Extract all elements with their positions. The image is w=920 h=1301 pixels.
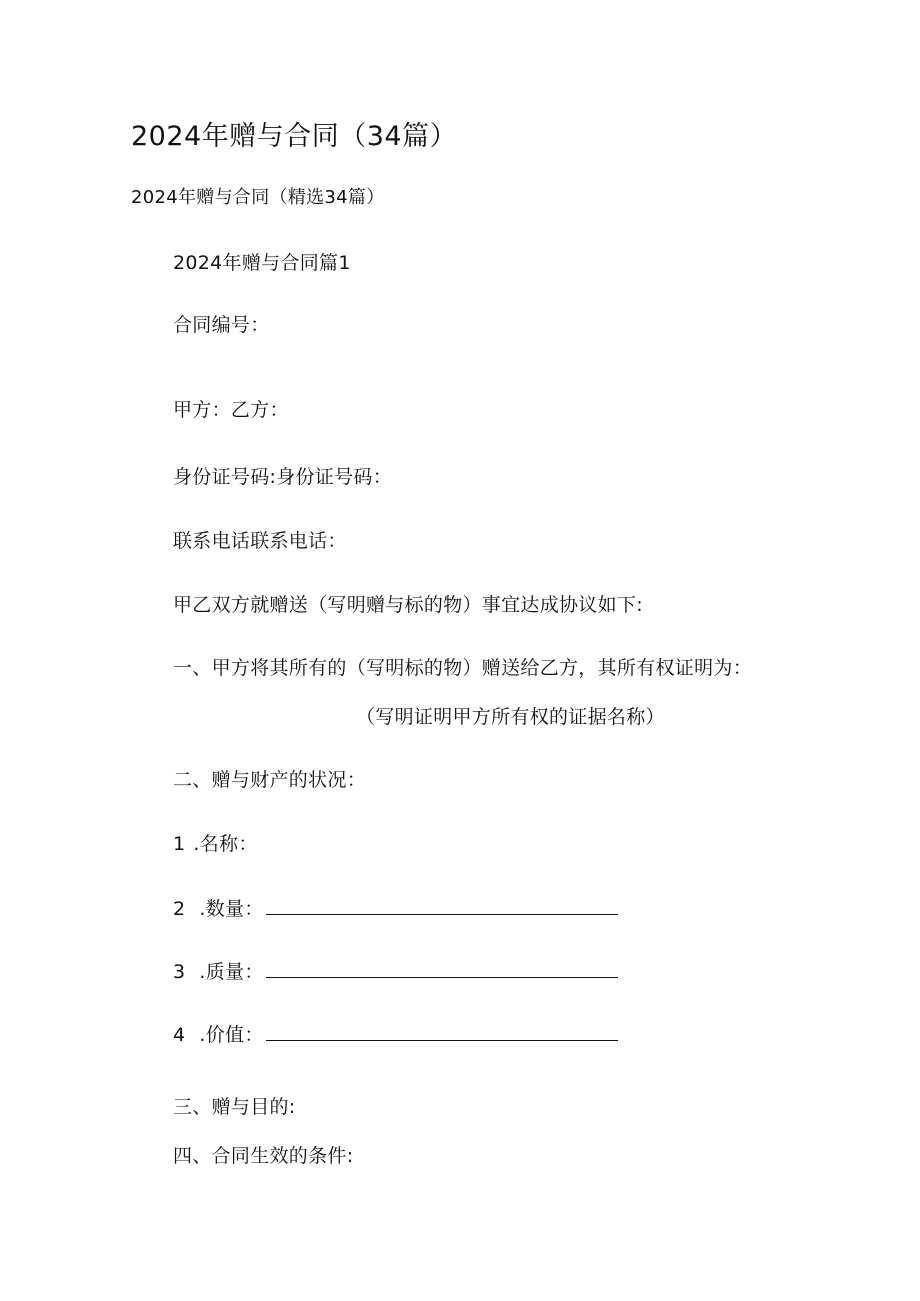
clause-one: 一、甲方将其所有的（写明标的物）赠送给乙方，其所有权证明为： (173, 657, 753, 679)
item-label: .数量： (199, 898, 264, 920)
list-item (173, 1022, 618, 1047)
clause-one-continuation: （写明证明甲方所有权的证据名称） (356, 706, 665, 728)
section-heading: 2024年赠与合同篇1 (173, 252, 351, 274)
party-line: 甲方：乙方： (173, 399, 289, 421)
fill-in-blank (266, 959, 618, 978)
item-label: .名称： (193, 833, 258, 855)
item-label: .价值： (199, 1024, 264, 1046)
list-item (173, 959, 618, 984)
agreement-intro: 甲乙双方就赠送（写明赠与标的物）事宜达成协议如下: (173, 594, 643, 616)
item-label: .质量： (199, 961, 264, 983)
fill-in-blank (266, 1022, 618, 1041)
clause-two: 二、赠与财产的状况： (173, 769, 367, 791)
item-number: 4 (173, 1024, 186, 1046)
contract-number-label: 合同编号： (173, 314, 270, 336)
list-item (173, 832, 258, 856)
item-number: 2 (173, 898, 186, 920)
id-number-line: 身份证号码:身份证号码： (173, 466, 393, 488)
document-title: 2024年赠与合同（34篇） (131, 121, 458, 152)
clause-four: 四、合同生效的条件: (173, 1145, 354, 1167)
item-number: 3 (173, 961, 186, 983)
document-subtitle: 2024年赠与合同（精选34篇） (131, 187, 385, 208)
clause-three: 三、赠与目的: (173, 1096, 296, 1118)
fill-in-blank (266, 896, 618, 915)
item-number: 1 (173, 833, 186, 855)
phone-line: 联系电话联系电话： (173, 530, 347, 552)
list-item (173, 896, 618, 921)
